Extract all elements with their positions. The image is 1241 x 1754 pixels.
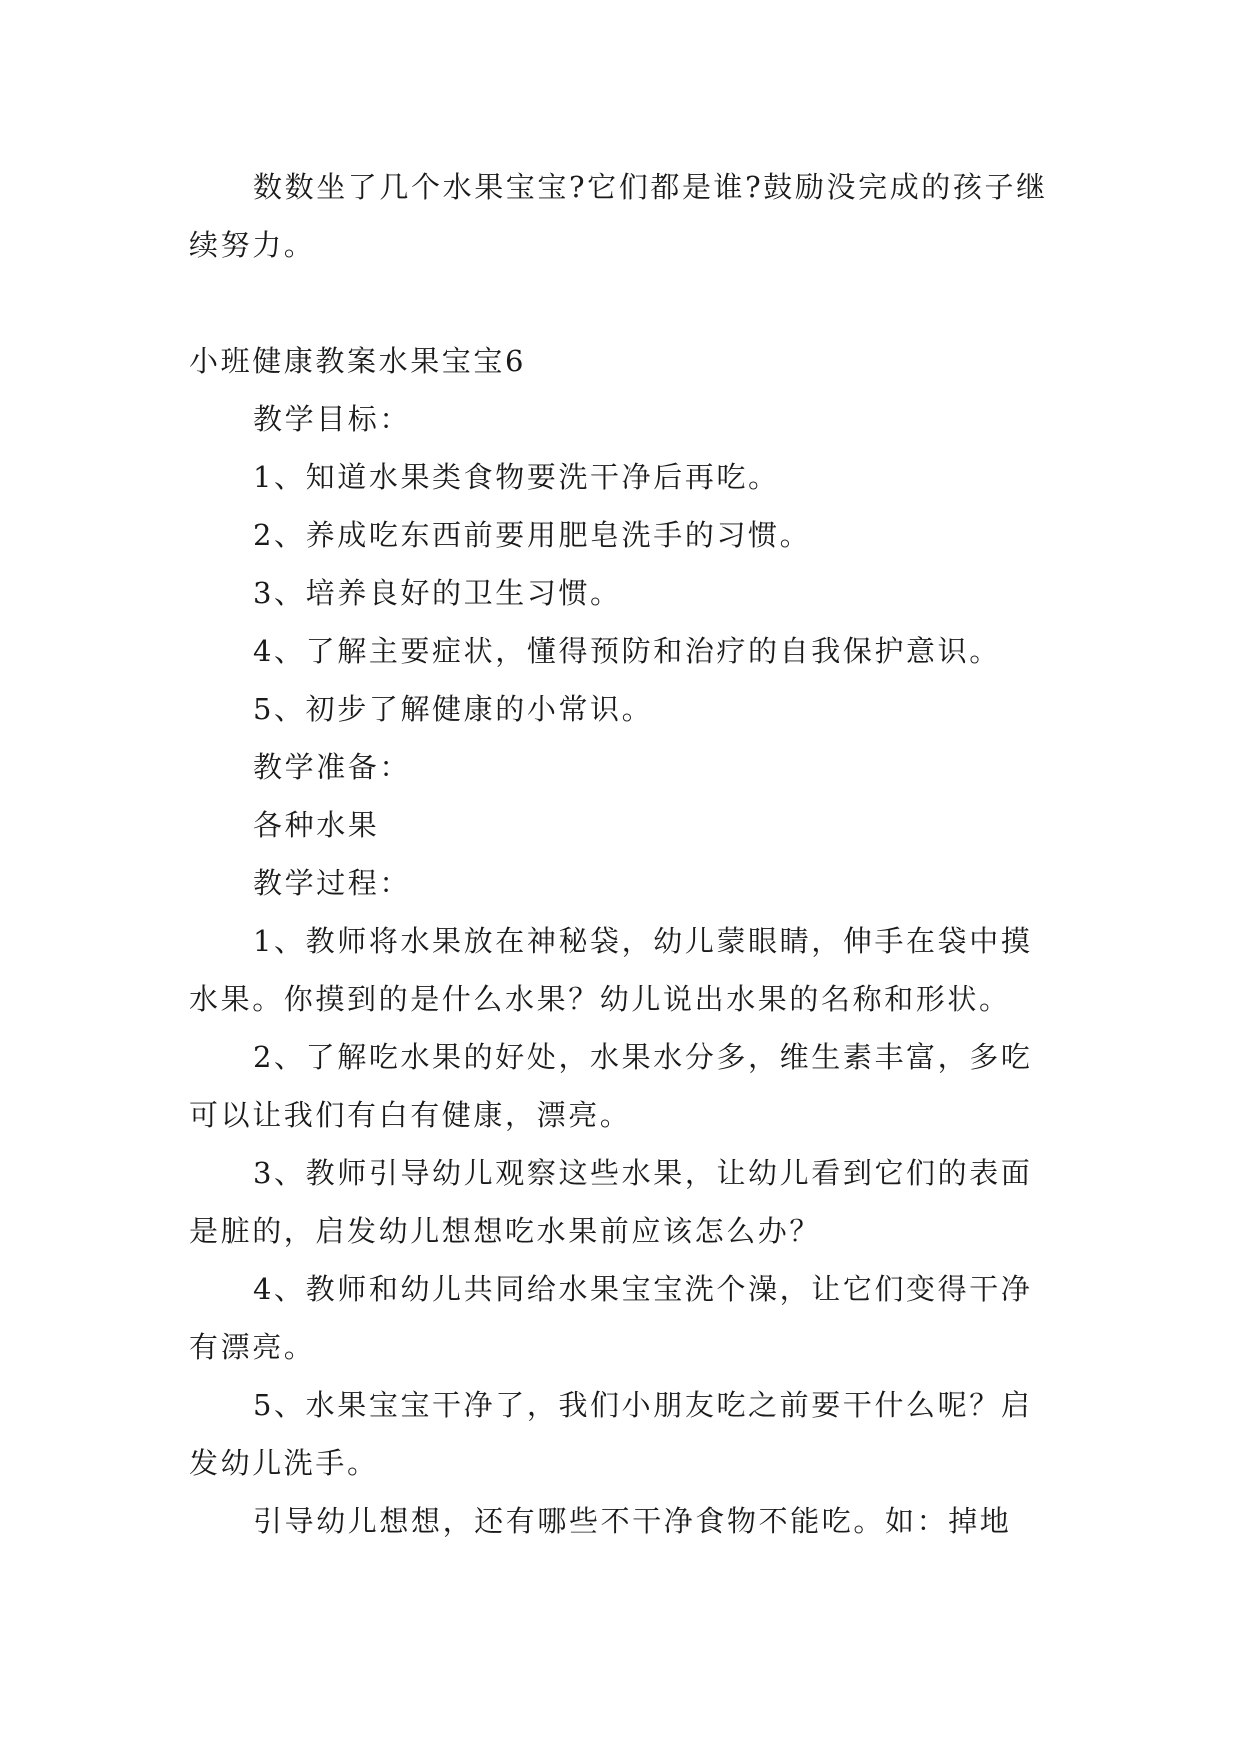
- heading-teaching-process: 教学过程：: [253, 866, 412, 900]
- goal-item-3: 3、培养良好的卫生习惯。: [253, 576, 622, 610]
- section-title: 小班健康教案水果宝宝6: [189, 344, 527, 378]
- document-body: [189, 158, 1049, 1550]
- heading-teaching-preparation: 教学准备：: [253, 750, 412, 784]
- process-guidance: 引导幼儿想想，还有哪些不干净食物不能吃。如：掉地: [253, 1504, 1012, 1538]
- process-step-1: 1、教师将水果放在神秘袋，幼儿蒙眼睛，伸手在袋中摸水果。你摸到的是什么水果？幼儿说出水果的名称和形状。: [189, 924, 1033, 1016]
- paragraph-count-fruits: 数数坐了几个水果宝宝?它们都是谁?鼓励没完成的孩子继续努力。: [189, 170, 1048, 262]
- process-step-2: 2、了解吃水果的好处，水果水分多，维生素丰富，多吃可以让我们有白有健康，漂亮。: [189, 1040, 1033, 1132]
- goal-item-5: 5、初步了解健康的小常识。: [253, 692, 654, 726]
- heading-teaching-goals: 教学目标：: [253, 402, 412, 436]
- process-step-3: 3、教师引导幼儿观察这些水果，让幼儿看到它们的表面是脏的，启发幼儿想想吃水果前应该怎么办？: [189, 1156, 1033, 1248]
- goal-item-4: 4、了解主要症状，懂得预防和治疗的自我保护意识。: [253, 634, 1001, 668]
- preparation-item: 各种水果: [253, 808, 380, 842]
- process-step-4: 4、教师和幼儿共同给水果宝宝洗个澡，让它们变得干净有漂亮。: [189, 1272, 1033, 1364]
- goal-item-1: 1、知道水果类食物要洗干净后再吃。: [253, 460, 780, 494]
- process-step-5: 5、水果宝宝干净了，我们小朋友吃之前要干什么呢？启发幼儿洗手。: [189, 1388, 1033, 1480]
- goal-item-2: 2、养成吃东西前要用肥皂洗手的习惯。: [253, 518, 812, 552]
